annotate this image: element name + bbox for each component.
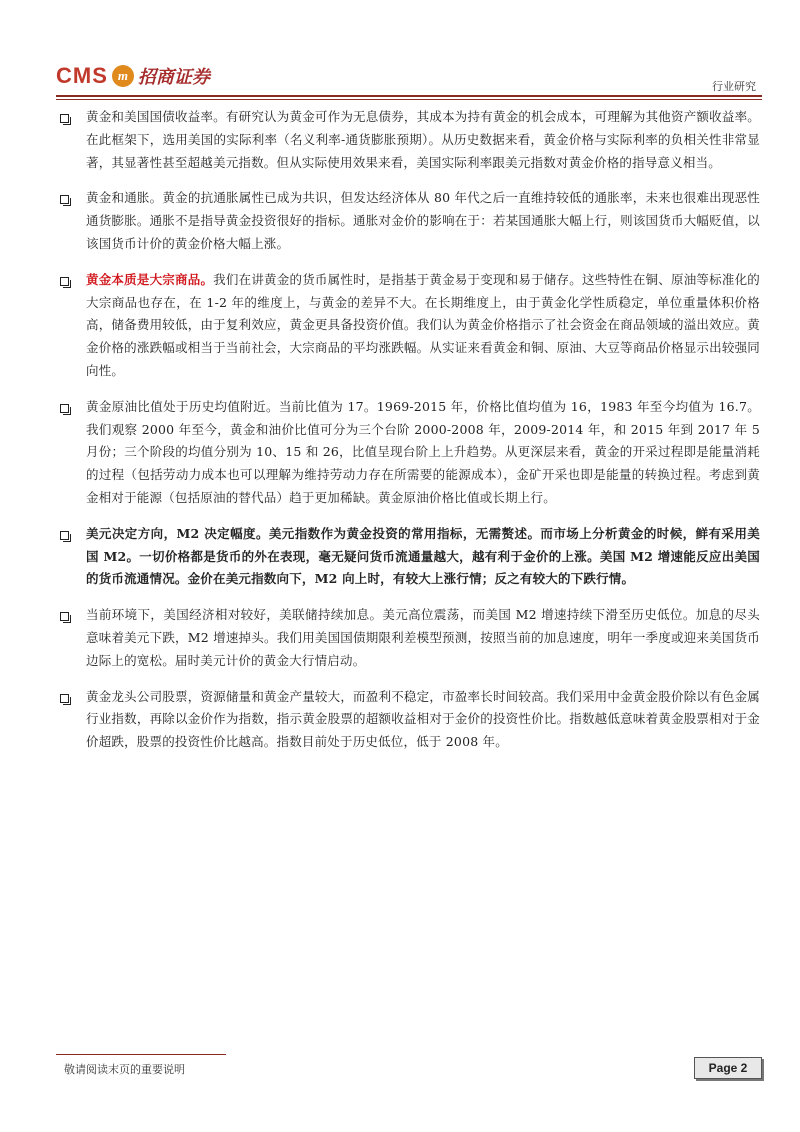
company-logo — [56, 58, 210, 94]
item-text: 黄金和通胀。黄金的抗通胀属性已成为共识，但发达经济体从 80 年代之后一直维持较低的通胀率，未来也很难出现恶性通货膨胀。通胀不是指导黄金投资很好的指标。通胀对金价的影响在于：若某国通胀大幅上行，则该国货币大幅贬值，以该国货币计价的黄金价格大幅上涨。 — [86, 190, 760, 251]
logo-cms-text: CMS — [56, 63, 108, 88]
item-text: 当前环境下，美国经济相对较好，美联储持续加息。美元高位震荡，而美国 M2 增速持续下滑至历史低位。加息的尽头意味着美元下跌，M2 增速掉头。我们用美国国债期限利差模型预测，按照当前的加息速度，明年一季度或迎来美国货币边际上的宽松。届时美元计价的黄金大行情启动。 — [86, 607, 760, 668]
square-bullet-icon — [60, 277, 69, 286]
page-number: Page 2 — [694, 1057, 762, 1079]
bullet-item-commodity — [60, 269, 760, 383]
item-text: 我们在讲黄金的货币属性时，是指基于黄金易于变现和易于储存。这些特性在铜、原油等标准化的大宗商品也存在，在 1-2 年的维度上，与黄金的差异不大。在长期维度上，由于黄金化学性质稳定，单位重量体积价格高，储备费用较低，由于复利效应，黄金更具备投资价值。我们认为黄金价格指示了社会资金在商品领域的溢出效应。黄金价格的涨跌幅或相当于当前社会，大宗商品的平均涨跌幅。从实证来看黄金和铜、原油、大豆等商品价格显示出较强同向性。 — [86, 271, 760, 378]
bullet-item-current-environment — [60, 604, 760, 672]
document-body — [60, 106, 760, 767]
item-highlight: 黄金本质是大宗商品。 — [86, 271, 214, 287]
bullet-item-treasury-yield — [60, 106, 760, 174]
square-bullet-icon — [60, 404, 69, 413]
header-rule-thin — [56, 99, 762, 100]
footer-rule — [56, 1054, 226, 1055]
square-bullet-icon — [60, 531, 69, 540]
header-rule — [56, 95, 762, 97]
bullet-item-gold-stocks — [60, 686, 760, 754]
page-header — [56, 58, 762, 102]
item-text: 黄金龙头公司股票，资源储量和黄金产量较大，而盈利不稳定，市盈率长时间较高。我们采用中金黄金股价除以有色金属行业指数，再除以金价作为指数，指示黄金股票的超额收益相对于金价的投资性价比。指数越低意味着黄金股票相对于金价超跌，股票的投资性价比越高。指数目前处于历史低位，低于 2008 年。 — [86, 688, 760, 750]
item-text: 黄金和美国国债收益率。有研究认为黄金可作为无息债券，其成本为持有黄金的机会成本，可理解为其他资产额收益率。在此框架下，选用美国的实际利率（名义利率-通货膨胀预期）。从历史数据来看，黄金价格与实际利率的负相关性非常显著，其显著性甚至超越美元指数。但从实际使用效果来看，美国实际利率跟美元指数对黄金价格的指导意义相当。 — [86, 109, 760, 170]
bullet-item-gold-oil-ratio — [60, 396, 760, 510]
logo-chinese-name: 招商证券 — [137, 67, 210, 88]
section-label: 行业研究 — [712, 80, 756, 93]
square-bullet-icon — [60, 195, 69, 204]
item-bold-text: 美元决定方向，M2 决定幅度。美元指数作为黄金投资的常用指标，无需赘述。而市场上分析黄金的时候，鲜有采用美国 M2。一切价格都是货币的外在表现，毫无疑问货币流通量越大，越有利于金价的上涨。美国 M2 增速能反应出美国的货币流通情况。金价在美元指数向下，M2 向上时，有较大上涨行情；反之有较大的下跌行情。 — [86, 525, 760, 587]
item-text: 黄金原油比值处于历史均值附近。当前比值为 17。1969-2015 年，价格比值均值为 16，1983 年至今均值为 16.7。我们观察 2000 年至今，黄金和油价比值可分为三个台阶 2000-2008 年，2009-2014 年，和 2015 年到 2017 年 5 月份；三个阶段的均值分别为 10、15 和 26，比值呈现台阶上上升趋势。从更深层来看，黄金的开采过程即是能量消耗的过程（包括劳动力成本也可以理解为维持劳动力存在所需要的能源成本），金矿开采也即是能量的转换过程。考虑到黄金相对于能源（包括原油的替代品）趋于更加稀缺。黄金原油价格比值或长期上行。 — [86, 398, 760, 505]
square-bullet-icon — [60, 612, 69, 621]
square-bullet-icon — [60, 114, 69, 123]
bullet-item-dollar-m2 — [60, 523, 760, 591]
logo-badge-icon: m — [112, 65, 134, 87]
footer-disclaimer: 敬请阅读末页的重要说明 — [64, 1063, 185, 1076]
bullet-item-inflation — [60, 187, 760, 255]
square-bullet-icon — [60, 694, 69, 703]
